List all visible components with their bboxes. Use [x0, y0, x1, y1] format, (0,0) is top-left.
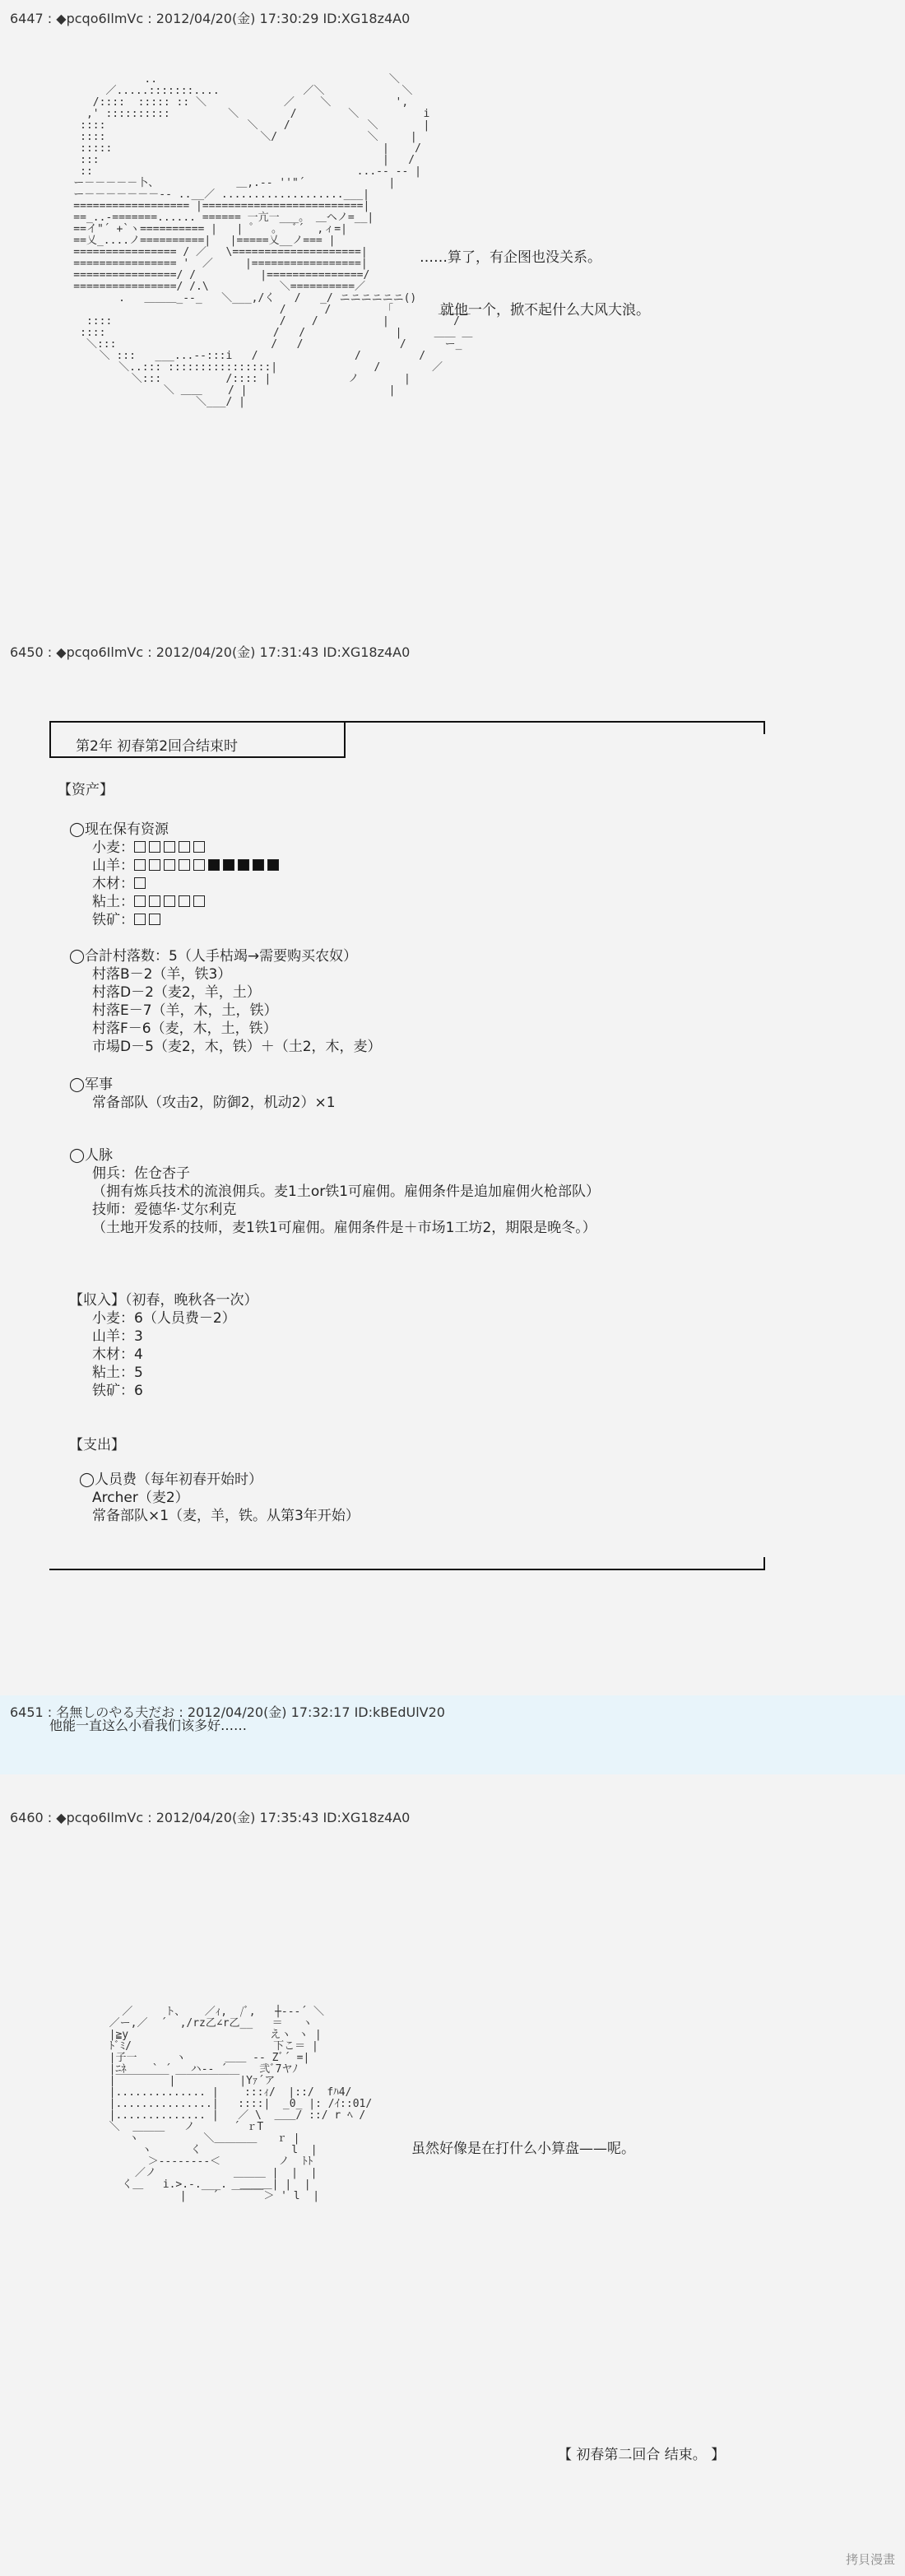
holding-label: 木材：: [92, 876, 134, 892]
post-header-6460: 6460 : ◆pcqo6IlmVc : 2012/04/20(金) 17:35:43 ID:XG18z4A0: [10, 1810, 411, 1825]
military-row: 常备部队（攻击2，防御2，机动2）×1: [92, 1095, 336, 1111]
holding-label: 小麦：: [92, 839, 134, 856]
village-row: 村落E－7（羊，木，土，铁）: [92, 1002, 278, 1019]
empty-square-icon: [149, 914, 160, 925]
empty-square-icon: [149, 895, 160, 907]
empty-square-icon: [164, 895, 175, 907]
post-header-6451: 6451 : 名無しのやる夫だお : 2012/04/20(金) 17:32:17 ID:kBEdUlV20: [10, 1704, 445, 1720]
people-header: ◯人脉: [69, 1147, 114, 1164]
holding-label: 粘土：: [92, 894, 134, 910]
round-end-line: 【 初春第二回合 结束。 】: [558, 2447, 726, 2463]
income-row: 铁矿：6: [92, 1383, 143, 1399]
sheet-bottom-border: [49, 1569, 765, 1570]
holding-row: [92, 839, 208, 857]
holding-row: [92, 876, 149, 893]
expense-row: Archer（麦2）: [92, 1490, 189, 1506]
empty-square-icon: [164, 859, 175, 871]
empty-square-icon: [134, 877, 146, 889]
holding-label: 铁矿：: [92, 912, 134, 928]
village-row: 村落D－2（麦2，羊，土）: [92, 984, 261, 1001]
people-row: 佣兵：佐仓杏子: [92, 1165, 190, 1182]
income-row: 粘土：5: [92, 1365, 143, 1381]
empty-square-icon: [134, 841, 146, 853]
expense-row: 常备部队×1（麦，羊，铁。从第3年开始）: [92, 1508, 360, 1524]
empty-square-icon: [179, 841, 190, 853]
people-row: 技师：爱德华·艾尔利克: [92, 1202, 237, 1218]
dialogue-line: 虽然好像是在打什么小算盘——呢。: [411, 2141, 635, 2157]
sheet-title-left-border: [49, 721, 51, 757]
dialogue-line: 就他一个，掀不起什么大风大浪。: [440, 302, 650, 319]
sheet-title-bottom-border: [49, 756, 346, 758]
empty-square-icon: [164, 841, 175, 853]
village-row: 市場D－5（麦2，木，铁）＋（土2，木，麦）: [92, 1039, 382, 1055]
filled-square-icon: [223, 859, 234, 871]
holding-row: [92, 894, 208, 911]
filled-square-icon: [267, 859, 279, 871]
empty-square-icon: [193, 859, 205, 871]
empty-square-icon: [149, 859, 160, 871]
reply-line: 他能一直这么小看我们该多好……: [49, 1718, 248, 1733]
empty-square-icon: [134, 859, 146, 871]
watermark-logo: 拷貝漫畫: [845, 2552, 895, 2567]
sheet-top-border: [49, 721, 765, 723]
holding-row: [92, 912, 164, 929]
dialogue-line: ……算了，有企图也没关系。: [420, 249, 601, 266]
filled-square-icon: [253, 859, 264, 871]
income-row: 小麦：6（人员费－2）: [92, 1310, 236, 1327]
people-row: （土地开发系的技师，麦1铁1可雇佣。雇佣条件是＋市场1工坊2，期限是晚冬。）: [92, 1220, 596, 1236]
resources-header: 【资产】: [58, 782, 114, 798]
empty-square-icon: [134, 895, 146, 907]
holding-row: [92, 858, 282, 875]
expense-header: 【支出】: [69, 1437, 125, 1453]
post-header-6447: 6447 : ◆pcqo6IlmVc : 2012/04/20(金) 17:30:29 ID:XG18z4A0: [10, 11, 411, 26]
holdings-header: ◯现在保有资源: [69, 821, 169, 838]
village-row: 村落F－6（麦，木，土，铁）: [92, 1021, 277, 1037]
empty-square-icon: [134, 914, 146, 925]
sheet-title-divider: [344, 721, 346, 757]
empty-square-icon: [179, 895, 190, 907]
income-row: 山羊：3: [92, 1328, 143, 1345]
sheet-right-tick: [763, 721, 765, 734]
filled-square-icon: [238, 859, 249, 871]
holding-label: 山羊：: [92, 858, 134, 874]
military-header: ◯军事: [69, 1076, 114, 1093]
post-header-6450: 6450 : ◆pcqo6IlmVc : 2012/04/20(金) 17:31:43 ID:XG18z4A0: [10, 644, 411, 660]
village-row: 村落B－2（羊，铁3）: [92, 966, 232, 983]
empty-square-icon: [193, 895, 205, 907]
empty-square-icon: [179, 859, 190, 871]
villages-header: ◯合計村落数：5（人手枯竭→需要购买农奴）: [69, 948, 358, 965]
filled-square-icon: [208, 859, 220, 871]
empty-square-icon: [193, 841, 205, 853]
empty-square-icon: [149, 841, 160, 853]
ascii-art-figure-2: ／ ト、 ／ｨ, /ﾞ, ┼---´ ＼ ／ー,／ ´ ,/rz乙∠r乙__ ＝ ヽ |≧y えヽ ヽ | ﾄﾞﾐ/ 下こ＝ | |子一 ヽ ＿＿ -- Zﾞ´ =| |ﾆﾈ ` ´ ハ-- ´ 弐ﾞ7ヤﾉ |￣￣￣￣￣|￣￣￣￣￣￣|Yｧ´ア |.............. | :::ｨ/ |::/ fﾊ4/ |...............| ::::| _0_ |: /ｲ::01/ |.............. | ／ \ ＿＿/ ::/ r ﾍ / ＼ ＿＿＿ ノ ´ ｒT ヽ ＼＿＿＿＿ ｒ | ヽ く l | ＞--------＜ ノ ﾄﾄ ／ノ ＿＿＿ | | | く＿ i.>.-.___. ＿＿＿| | | | ´ ￣￣￣＞ ' l |: [109, 2006, 373, 2202]
sheet-title: 第2年 初春第2回合结束时: [76, 738, 239, 755]
income-row: 木材：4: [92, 1346, 143, 1363]
ascii-art-figure-1: .. ＼ ／.....:::::::.... ／＼ ＼ /:::: ::::: :: ＼ ／ ＼ ', ,' :::::::::: ＼ / ＼ i :::: ＼ / ＼ | :::: ＼/ ＼ | ::::: | / ::: | / :: ...-- -- | ー－－－－－卜、 ＿,.-‐ ''"´ | ー－－－－－－－-- ..__／ ...................___| ================== |=========================| ==_..-=======...... ====== 一亢一___。 ＿ヘノ=__| ==イ"´ +`ヽ========== | | ゚ ｡ ﾞ´ ,ィ=| ==乂_....ノ==========| |=====乂__ノ=== | ================ / ／ \====================| ================ ' ／ |=================| ================/ / |===============/ ================/ /.\ ＼==========／ . ＿＿＿_--_ ＼___,/く / _/ ニニニニニニ() / / 「 ＿＿＿ :::: / / | / :::: / / | ＿＿ ＿ ＼::: / / / ー_ ＼ ::: ___...--:::i / / / ＼..::: ::::::::::::::::| / ／ ＼::: /:::: | ノ | ＼ ＿＿ / | | ＼___/ |: [73, 73, 473, 408]
sheet-bottom-right-tick: [763, 1557, 765, 1570]
income-header: 【収入】（初春，晚秋各一次）: [69, 1292, 258, 1309]
expense-subheader: ◯人员费（每年初春开始时）: [79, 1472, 263, 1488]
people-row: （拥有炼兵技术的流浪佣兵。麦1土or铁1可雇佣。雇佣条件是追加雇佣火枪部队）: [92, 1183, 601, 1200]
